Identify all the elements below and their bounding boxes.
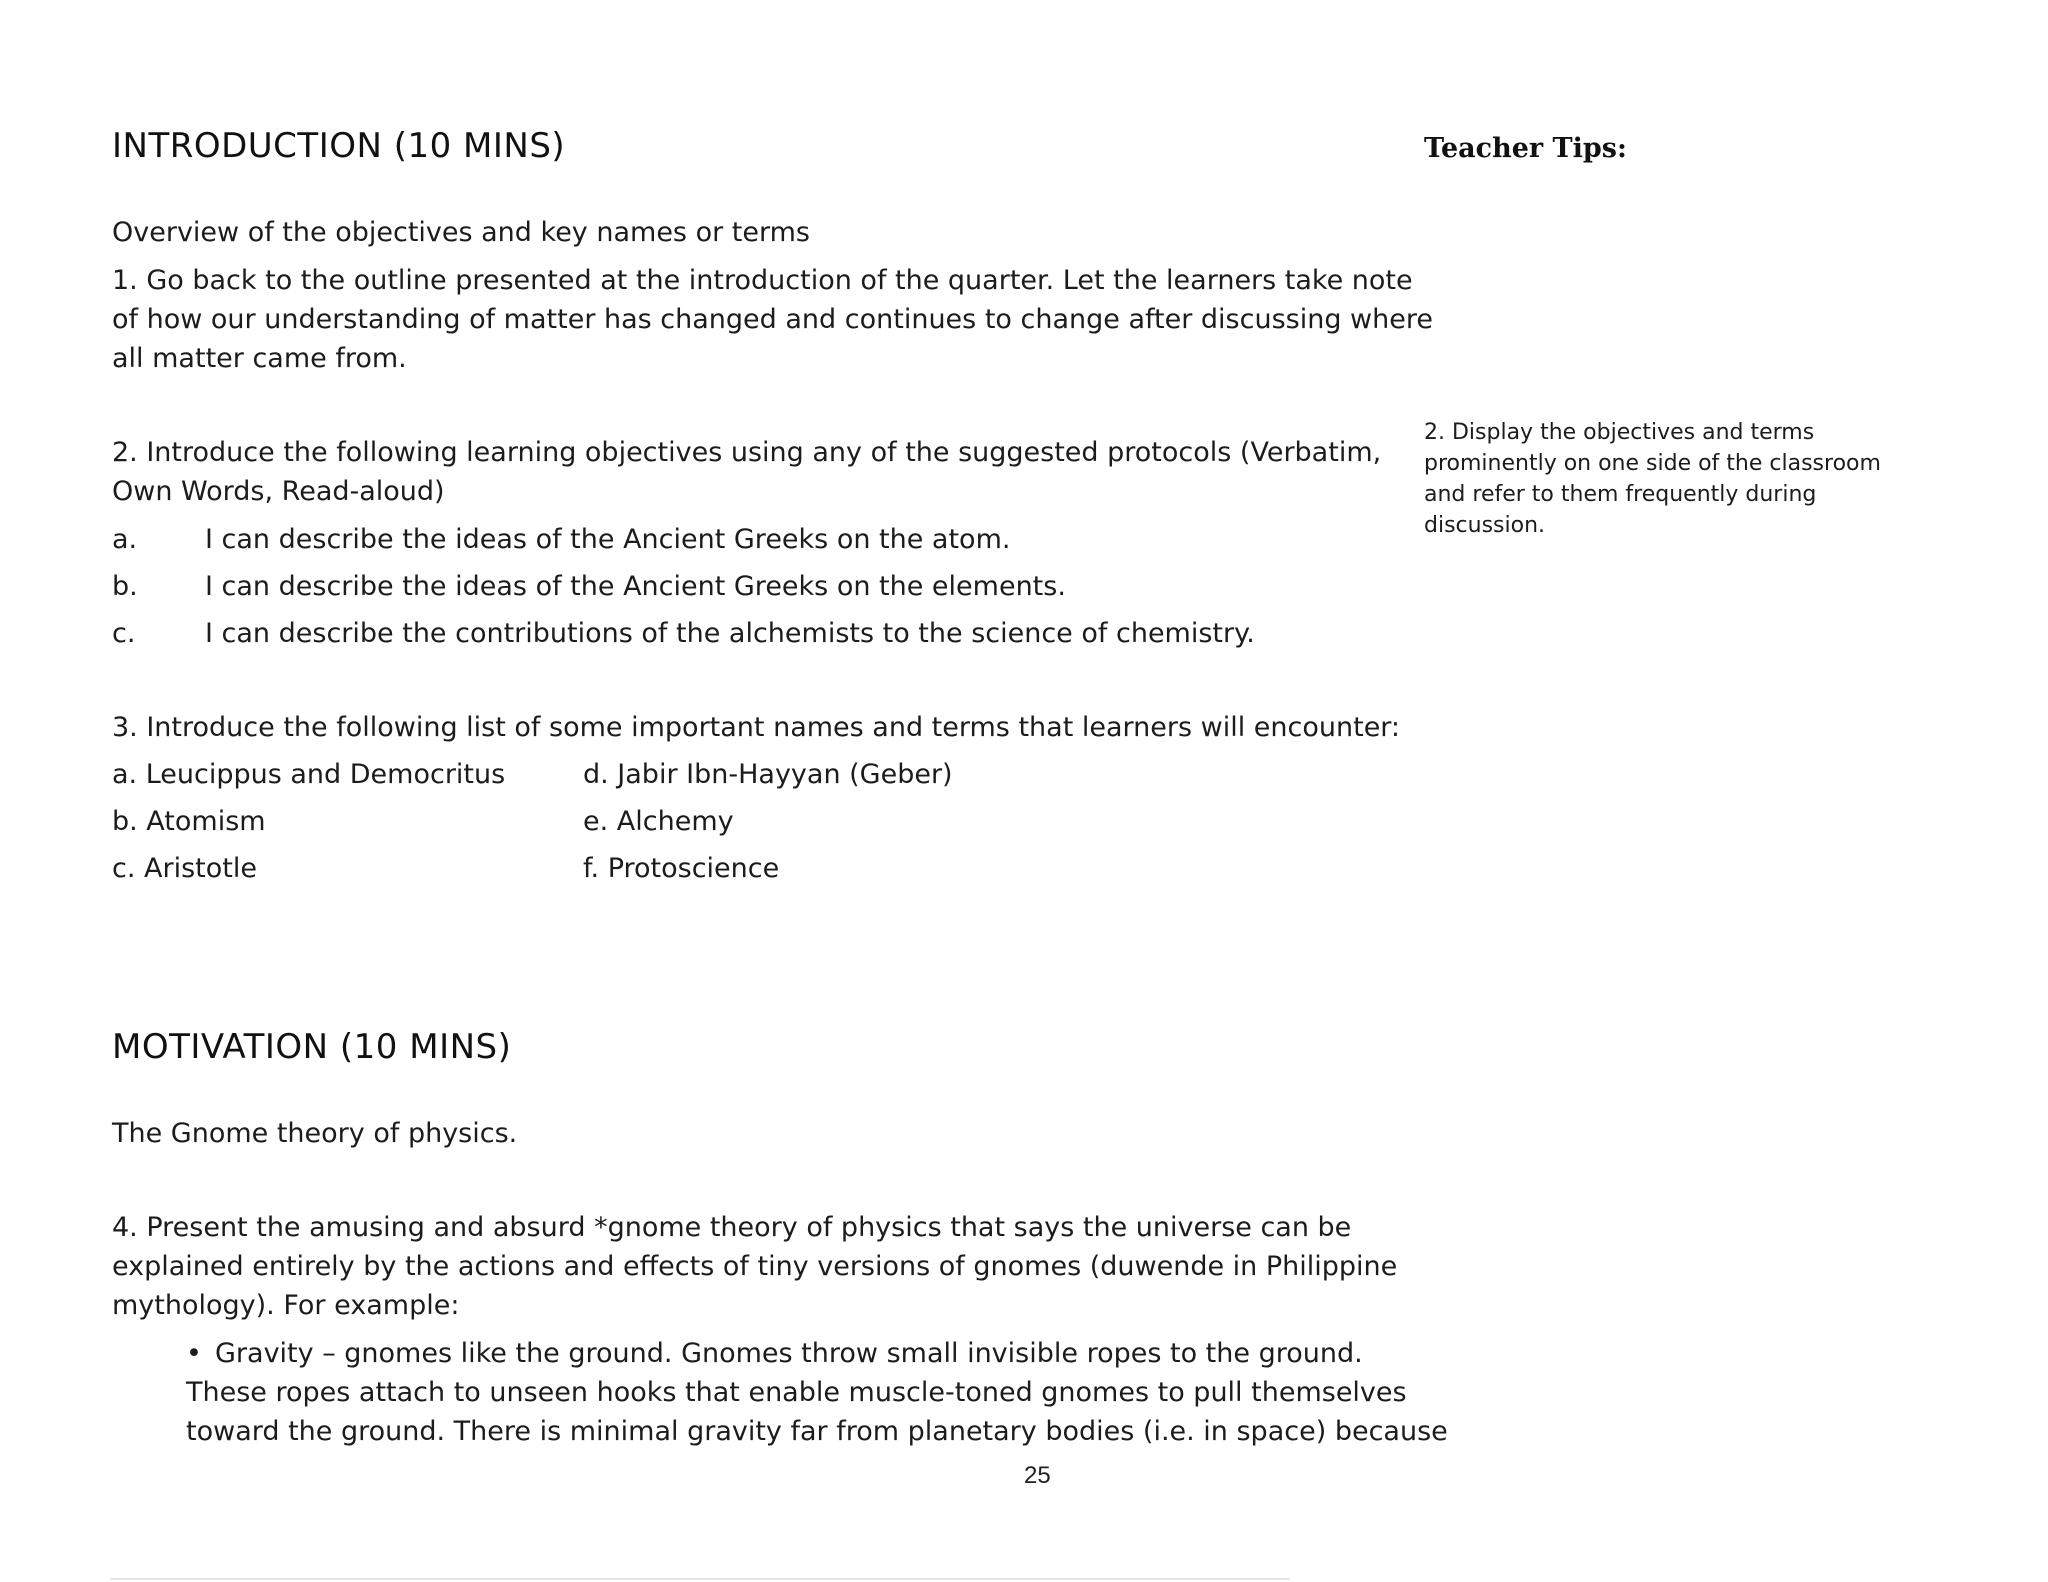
intro-item3: 3. Introduce the following list of some important names and terms that learners will encounter: bbox=[112, 712, 1401, 743]
bottom-divider bbox=[110, 1578, 1290, 1580]
bullet-line1: Gravity – gnomes like the ground. Gnomes throw small invisible ropes to the ground. bbox=[215, 1338, 1363, 1369]
objective-marker-b: b. bbox=[112, 571, 138, 602]
motivation-subheading: The Gnome theory of physics. bbox=[112, 1118, 518, 1149]
bullet-marker: • bbox=[186, 1338, 202, 1369]
teacher-tips-title: Teacher Tips: bbox=[1424, 133, 1627, 164]
tip-line1: 2. Display the objectives and terms bbox=[1424, 420, 1815, 445]
motivation-heading: MOTIVATION (10 MINS) bbox=[112, 1027, 512, 1067]
bullet-line2: These ropes attach to unseen hooks that enable muscle-toned gnomes to pull themselves bbox=[186, 1377, 1407, 1408]
motivation-item4-line3: mythology). For example: bbox=[112, 1290, 460, 1321]
term-b: b. Atomism bbox=[112, 806, 266, 837]
intro-item1-line3: all matter came from. bbox=[112, 343, 407, 374]
tip-line4: discussion. bbox=[1424, 513, 1546, 538]
term-d: d. Jabir Ibn-Hayyan (Geber) bbox=[583, 759, 953, 790]
tip-line3: and refer to them frequently during bbox=[1424, 482, 1817, 507]
term-c: c. Aristotle bbox=[112, 853, 257, 884]
tip-line2: prominently on one side of the classroom bbox=[1424, 451, 1881, 476]
intro-subheading: Overview of the objectives and key names or terms bbox=[112, 217, 810, 248]
objective-marker-a: a. bbox=[112, 524, 138, 555]
intro-item1-line2: of how our understanding of matter has changed and continues to change after discussing where bbox=[112, 304, 1433, 335]
objective-text-c: I can describe the contributions of the alchemists to the science of chemistry. bbox=[205, 618, 1255, 649]
term-a: a. Leucippus and Democritus bbox=[112, 759, 506, 790]
objective-marker-c: c. bbox=[112, 618, 136, 649]
term-f: f. Protoscience bbox=[583, 853, 780, 884]
objective-text-b: I can describe the ideas of the Ancient Greeks on the elements. bbox=[205, 571, 1066, 602]
intro-heading: INTRODUCTION (10 MINS) bbox=[112, 126, 566, 166]
intro-item2-line2: Own Words, Read-aloud) bbox=[112, 476, 445, 507]
page-number: 25 bbox=[1024, 1462, 1051, 1489]
intro-item2-line1: 2. Introduce the following learning objectives using any of the suggested protocols (Verbatim, bbox=[112, 437, 1382, 468]
intro-item1-line1: 1. Go back to the outline presented at the introduction of the quarter. Let the learners take note bbox=[112, 265, 1413, 296]
term-e: e. Alchemy bbox=[583, 806, 734, 837]
objective-text-a: I can describe the ideas of the Ancient Greeks on the atom. bbox=[205, 524, 1011, 555]
motivation-item4-line2: explained entirely by the actions and effects of tiny versions of gnomes (duwende in Philippine bbox=[112, 1251, 1398, 1282]
bullet-line3: toward the ground. There is minimal gravity far from planetary bodies (i.e. in space) because bbox=[186, 1416, 1448, 1447]
motivation-item4-line1: 4. Present the amusing and absurd *gnome theory of physics that says the universe can be bbox=[112, 1212, 1352, 1243]
